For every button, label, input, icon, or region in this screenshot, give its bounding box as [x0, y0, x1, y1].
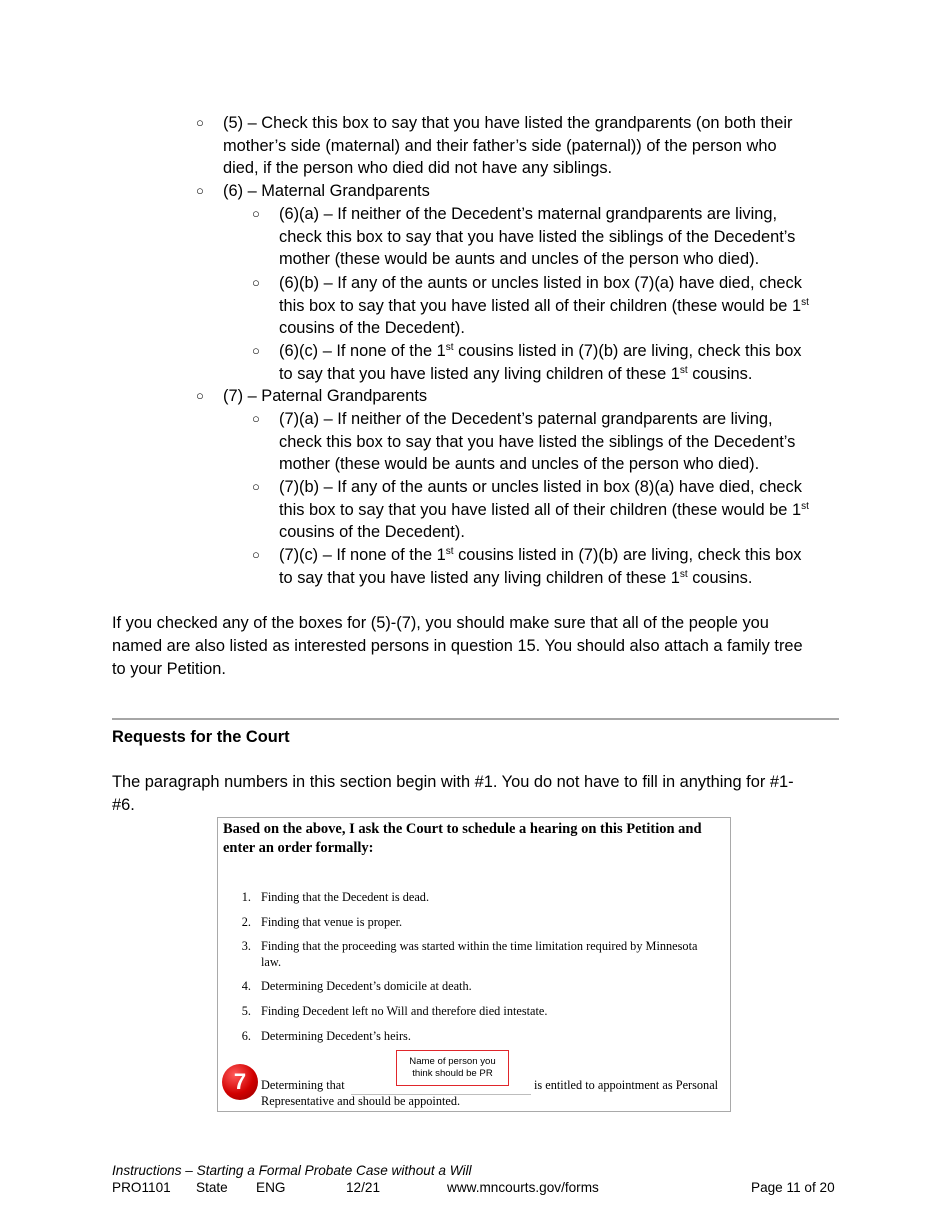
bullet-icon: ○ [252, 411, 260, 426]
list-item-7c [279, 544, 802, 589]
list-item-7c-line-1: (7)(c) – If none of the 1st cousins listed in (7)(b) are living, check this box [279, 546, 802, 564]
list-item-6c-line-1: (6)(c) – If none of the 1st cousins listed in (7)(b) are living, check this box [279, 342, 802, 360]
footer-url: www.mncourts.gov/forms [447, 1180, 599, 1195]
list-item-5-line-2: mother’s side (maternal) and their father’s side (paternal)) of the person who [223, 136, 777, 155]
footer-title: Instructions – Starting a Formal Probate Case without a Will [112, 1163, 472, 1178]
footer-form-code: PRO1101 [112, 1180, 171, 1195]
list-item-7a-line-1: (7)(a) – If neither of the Decedent’s paternal grandparents are living, [279, 410, 773, 428]
section-heading: Requests for the Court [112, 728, 290, 746]
list-item-6b-line-1: (6)(b) – If any of the aunts or uncles listed in box (7)(a) have died, check [279, 274, 802, 292]
list-item-5 [223, 112, 792, 180]
list-item-7b-line-2: this box to say that you have listed all of their children (these would be 1st [279, 500, 809, 519]
step-7-badge: 7 [222, 1064, 258, 1100]
list-item-6b-line-2: this box to say that you have listed all of their children (these would be 1st [279, 296, 809, 315]
bullet-icon: ○ [196, 115, 204, 130]
list-item-7a [279, 408, 795, 476]
summary-line-1: If you checked any of the boxes for (5)-(7), you should make sure that all of the people you [112, 614, 769, 632]
section-divider [112, 718, 839, 720]
list-item-7c-line-2: to say that you have listed any living children of these 1st cousins. [279, 568, 753, 587]
footer-level: State [196, 1180, 228, 1195]
list-item-6a-line-2: check this box to say that you have listed the siblings of the Decedent’s [279, 227, 796, 246]
list-item-6c [279, 340, 802, 385]
summary-paragraph [112, 612, 842, 681]
footer-page-number: Page 11 of 20 [751, 1180, 835, 1195]
list-item-7b-line-1: (7)(b) – If any of the aunts or uncles listed in box (8)(a) have died, check [279, 478, 802, 496]
footer-date: 12/21 [346, 1180, 381, 1195]
bullet-icon: ○ [252, 343, 260, 358]
list-item-5-line-1: (5) – Check this box to say that you have listed the grandparents (on both their [223, 114, 793, 132]
list-item-6b-line-3: cousins of the Decedent). [279, 319, 465, 338]
section-intro [112, 771, 842, 817]
list-item-7: (7) – Paternal Grandparents [223, 387, 428, 405]
section-intro-line-1: The paragraph numbers in this section begin with #1. You do not have to fill in anything for #1- [112, 773, 794, 791]
list-item-6a-line-3: mother (these would be aunts and uncles of the person who died). [279, 250, 760, 269]
list-item-5-line-3: died, if the person who died did not have any siblings. [223, 159, 613, 178]
bullet-icon: ○ [252, 547, 260, 562]
summary-line-2: named are also listed as interested persons in question 15. You should also attach a family tree [112, 637, 803, 655]
list-item-6: (6) – Maternal Grandparents [223, 182, 430, 200]
bullet-icon: ○ [252, 275, 260, 290]
list-item-6a [279, 203, 795, 271]
bullet-icon: ○ [252, 479, 260, 494]
footer-language: ENG [256, 1180, 286, 1195]
bullet-icon: ○ [196, 388, 204, 403]
list-item-7b-line-3: cousins of the Decedent). [279, 523, 465, 542]
list-item-7a-line-3: mother (these would be aunts and uncles of the person who died). [279, 455, 760, 474]
list-item-7b [279, 476, 809, 544]
summary-line-3: to your Petition. [112, 660, 226, 678]
list-item-7a-line-2: check this box to say that you have listed the siblings of the Decedent’s [279, 432, 796, 451]
form-excerpt: Based on the above, I ask the Court to schedule a hearing on this Petition and enter an order formally: 1. Finding that the Decedent is dead. 2. Finding that venue is proper. 3. Finding that the proceeding was started within the time limitation required by Minnesota law. 4. Determining Decedent’s domicile at death. 5. Finding Decedent left no Will and therefore died intestate. 6. Determining Decedent’s heirs. 7 Name of person you think should be PR Determining that is entitled to appointment as Personal Representative and should be appointed. [217, 817, 731, 1112]
list-item-6b [279, 272, 809, 340]
list-item-6a-line-1: (6)(a) – If neither of the Decedent’s maternal grandparents are living, [279, 205, 778, 223]
bullet-icon: ○ [196, 183, 204, 198]
section-intro-line-2: #6. [112, 796, 135, 814]
pr-name-callout: Name of person you think should be PR [396, 1050, 509, 1086]
form-heading: Based on the above, I ask the Court to schedule a hearing on this Petition and enter an order formally: [223, 821, 702, 856]
bullet-icon: ○ [252, 206, 260, 221]
list-item-6c-line-2: to say that you have listed any living children of these 1st cousins. [279, 364, 753, 383]
